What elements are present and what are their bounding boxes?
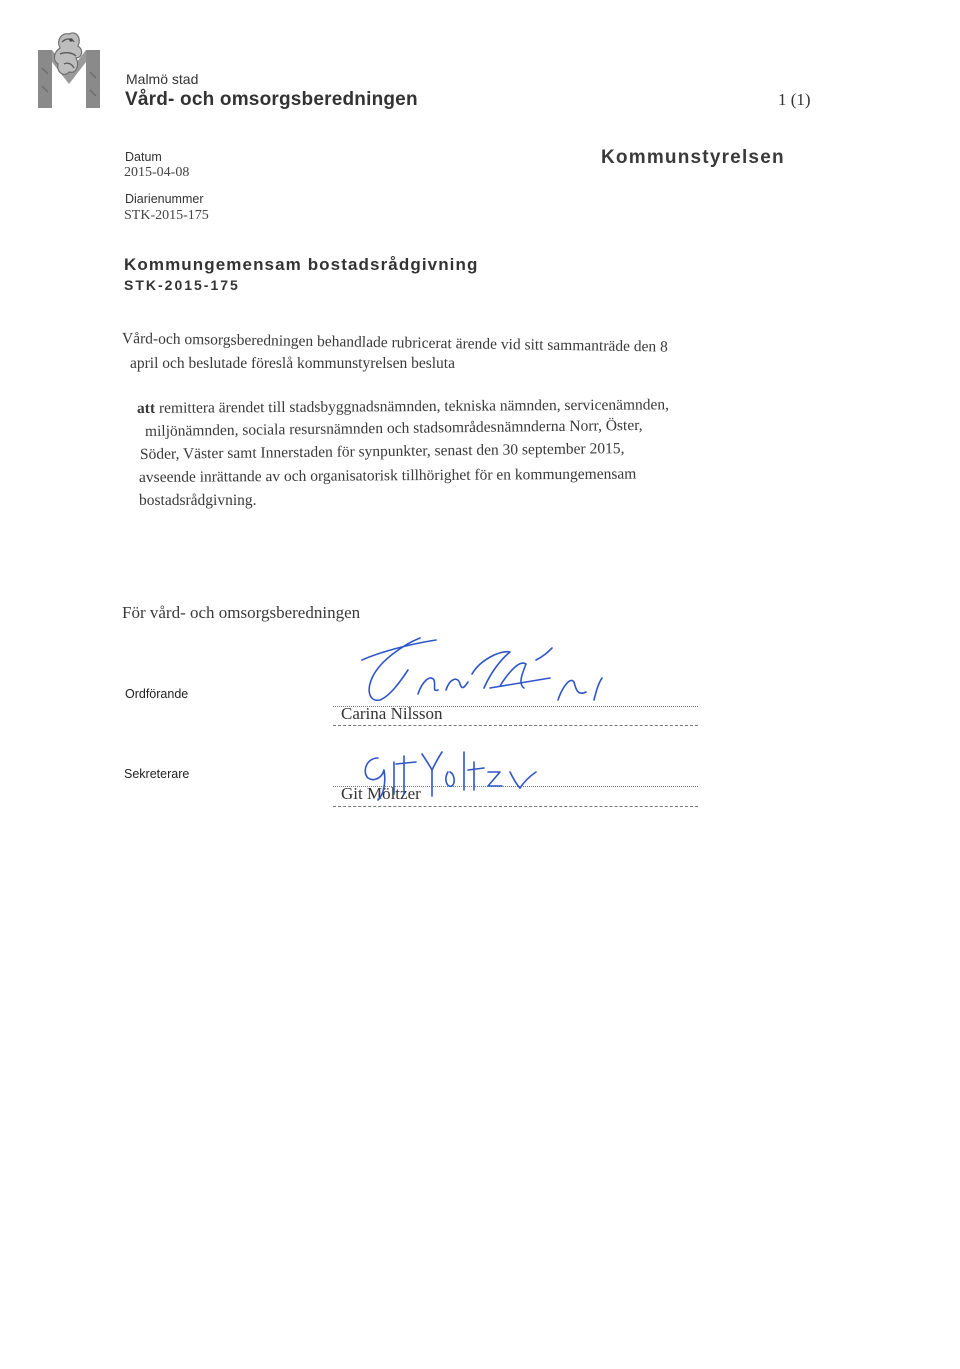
- closing-line: För vård- och omsorgsberedningen: [122, 603, 361, 622]
- secretary-handwritten-signature: [360, 742, 550, 812]
- decision-line: [137, 396, 669, 418]
- decision-keyword: att: [136, 399, 156, 417]
- intro-paragraph-line: april och beslutade föreslå kommunstyrelsen besluta: [130, 355, 455, 372]
- intro-paragraph-line: Vård-och omsorgsberedningen behandlade rubricerat ärende vid sitt sammanträde den 8: [121, 330, 668, 356]
- secretary-role-label: Sekreterare: [124, 767, 190, 781]
- diary-number-label: Diarienummer: [125, 192, 204, 206]
- secretary-name: Git Möltzer: [341, 784, 421, 803]
- decision-line: avseende inrättande av och organisatorisk tillhörighet för en kommungemensam: [138, 465, 637, 486]
- department-name: Vård- och omsorgsberedningen: [125, 89, 418, 110]
- subject-title: Kommungemensam bostadsrådgivning: [124, 255, 479, 274]
- decision-line-text: remittera ärendet till stadsbyggnadsnämnden, tekniska nämnden, servicenämnden,: [158, 396, 670, 417]
- malmo-stad-logo: [38, 28, 100, 108]
- date-label: Datum: [125, 150, 162, 164]
- recipient: Kommunstyrelsen: [601, 147, 785, 168]
- decision-line: miljönämnden, sociala resursnämnden och stadsområdesnämnderna Norr, Öster,: [144, 416, 643, 440]
- subject-reference: STK-2015-175: [124, 277, 240, 293]
- diary-number-value: STK-2015-175: [124, 208, 209, 223]
- signature-underline: [333, 725, 698, 726]
- organization-name: Malmö stad: [126, 71, 199, 87]
- chair-name: Carina Nilsson: [341, 704, 443, 723]
- decision-line: bostadsrådgivning.: [139, 492, 257, 509]
- page-number: 1 (1): [778, 90, 811, 109]
- date-value: 2015-04-08: [124, 165, 190, 180]
- chair-role-label: Ordförande: [125, 687, 189, 701]
- chair-handwritten-signature: [350, 630, 610, 720]
- decision-line: Söder, Väster samt Innerstaden för synpunkter, senast den 30 september 2015,: [139, 440, 625, 463]
